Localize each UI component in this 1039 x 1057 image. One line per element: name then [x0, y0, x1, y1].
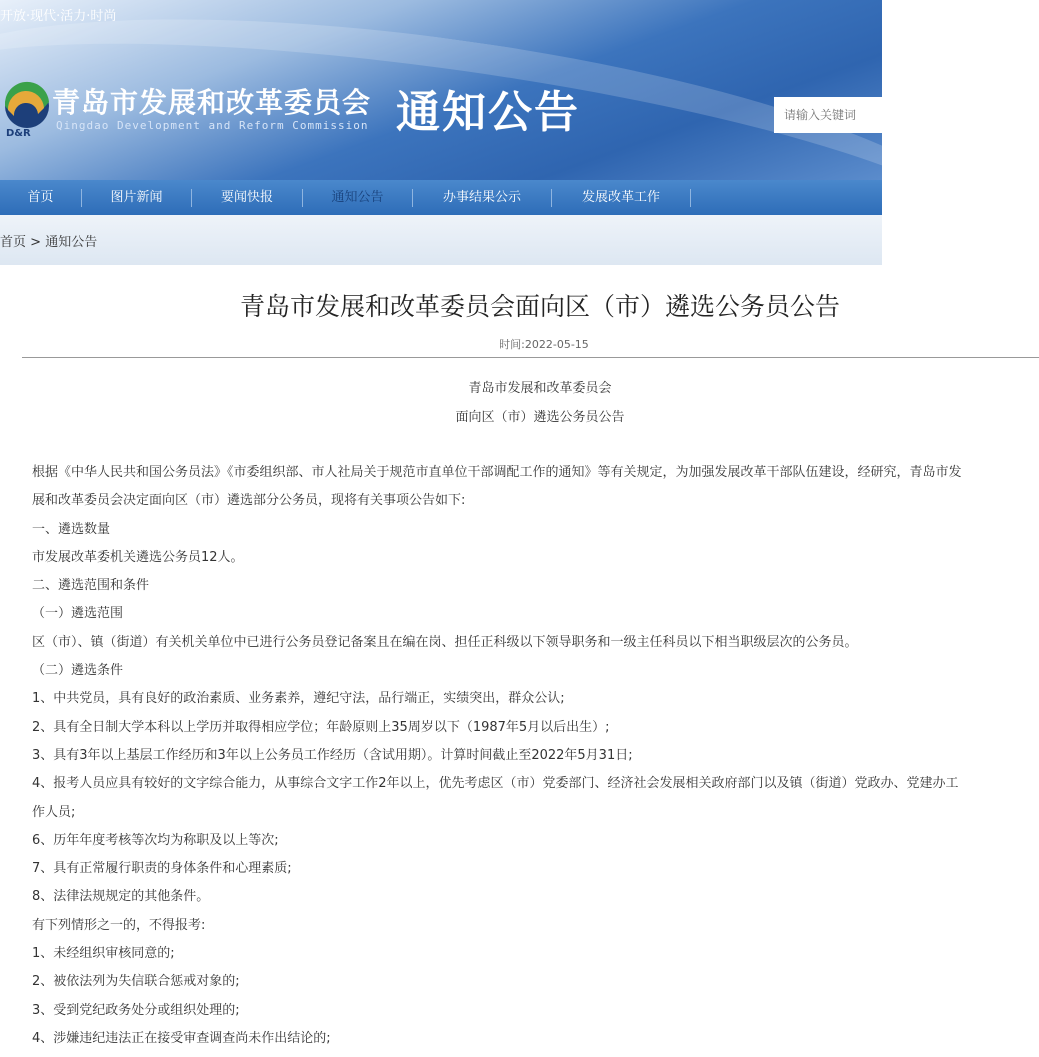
article-paragraph: 一、遴选数量 [32, 521, 111, 537]
article-paragraph: 3、具有3年以上基层工作经历和3年以上公务员工作经历（含试用期）。计算时间截止至2022年5月31日; [32, 747, 633, 763]
main-nav [0, 180, 882, 215]
breadcrumb-separator: > [30, 235, 42, 250]
article-paragraph: 4、涉嫌违纪违法正在接受审查调查尚未作出结论的; [32, 1030, 331, 1046]
svg-text:D&R: D&R [6, 128, 31, 139]
article-paragraph: 1、未经组织审核同意的; [32, 946, 175, 962]
logo-icon [2, 80, 52, 140]
article-paragraph: 展和改革委员会决定面向区（市）遴选部分公务员，现将有关事项公告如下: [32, 493, 466, 509]
nav-headlines[interactable]: 要闻快报 [192, 189, 303, 207]
article-paragraph: （二）遴选条件 [32, 663, 124, 679]
nav-home[interactable]: 首页 [0, 189, 82, 207]
article-title: 青岛市发展和改革委员会面向区（市）遴选公务员公告 [239, 292, 840, 321]
nav-notices[interactable]: 通知公告 [303, 189, 413, 207]
breadcrumb-home[interactable]: 首页 [0, 235, 27, 250]
nav-photo-news[interactable]: 图片新闻 [82, 189, 192, 207]
article-paragraph: 有下列情形之一的，不得报考: [32, 917, 206, 933]
article-heading-1: 青岛市发展和改革委员会 [468, 381, 612, 396]
article-paragraph: 二、遴选范围和条件 [32, 578, 150, 594]
article-paragraph: 根据《中华人民共和国公务员法》《市委组织部、市人社局关于规范市直单位干部调配工作的通知》等有关规定，为加强发展改革干部队伍建设，经研究，青岛市发 [32, 465, 962, 480]
breadcrumb-current[interactable]: 通知公告 [45, 235, 98, 250]
site-header [0, 0, 882, 265]
article-paragraph: 3、受到党纪政务处分或组织处理的; [32, 1002, 240, 1018]
slogan: 开放·现代·活力·时尚 [0, 9, 117, 24]
divider [22, 357, 1039, 358]
org-name-cn: 青岛市发展和改革委员会 [52, 86, 372, 119]
article-paragraph: 作人员; [32, 804, 76, 820]
article-paragraph: 市发展改革委机关遴选公务员12人。 [32, 549, 244, 565]
breadcrumb-bar [0, 215, 882, 265]
article-paragraph: 2、具有全日制大学本科以上学历并取得相应学位；年龄原则上35周岁以下（1987年5月以后出生）; [32, 719, 610, 735]
article-paragraph: （一）遴选范围 [32, 606, 124, 622]
article-date: 时间:2022-05-15 [499, 338, 589, 351]
nav-results[interactable]: 办事结果公示 [413, 189, 552, 207]
section-title: 通知公告 [396, 87, 580, 138]
banner [0, 0, 882, 180]
breadcrumb [0, 235, 97, 251]
article-paragraph: 4、报考人员应具有较好的文字综合能力，从事综合文字工作2年以上，优先考虑区（市）党委部门、经济社会发展相关政府部门以及镇（街道）党政办、党建办工 [32, 776, 959, 792]
article-paragraph: 1、中共党员，具有良好的政治素质、业务素养，遵纪守法，品行端正，实绩突出，群众公认; [32, 691, 565, 707]
nav-reform-work[interactable]: 发展改革工作 [552, 189, 691, 207]
article-body [32, 463, 1039, 1057]
article-paragraph: 6、历年年度考核等次均为称职及以上等次; [32, 832, 279, 848]
article-paragraph: 2、被依法列为失信联合惩戒对象的; [32, 974, 240, 990]
article-paragraph: 7、具有正常履行职责的身体条件和心理素质; [32, 861, 292, 877]
org-name-en: Qingdao Development and Reform Commission [56, 119, 369, 132]
search-input[interactable] [774, 97, 882, 133]
article-heading-2: 面向区（市）遴选公务员公告 [455, 410, 625, 425]
article-paragraph: 区（市）、镇（街道）有关机关单位中已进行公务员登记备案且在编在岗、担任正科级以下领导职务和一级主任科员以下相当职级层次的公务员。 [32, 634, 858, 650]
article-paragraph: 8、法律法规规定的其他条件。 [32, 889, 210, 905]
